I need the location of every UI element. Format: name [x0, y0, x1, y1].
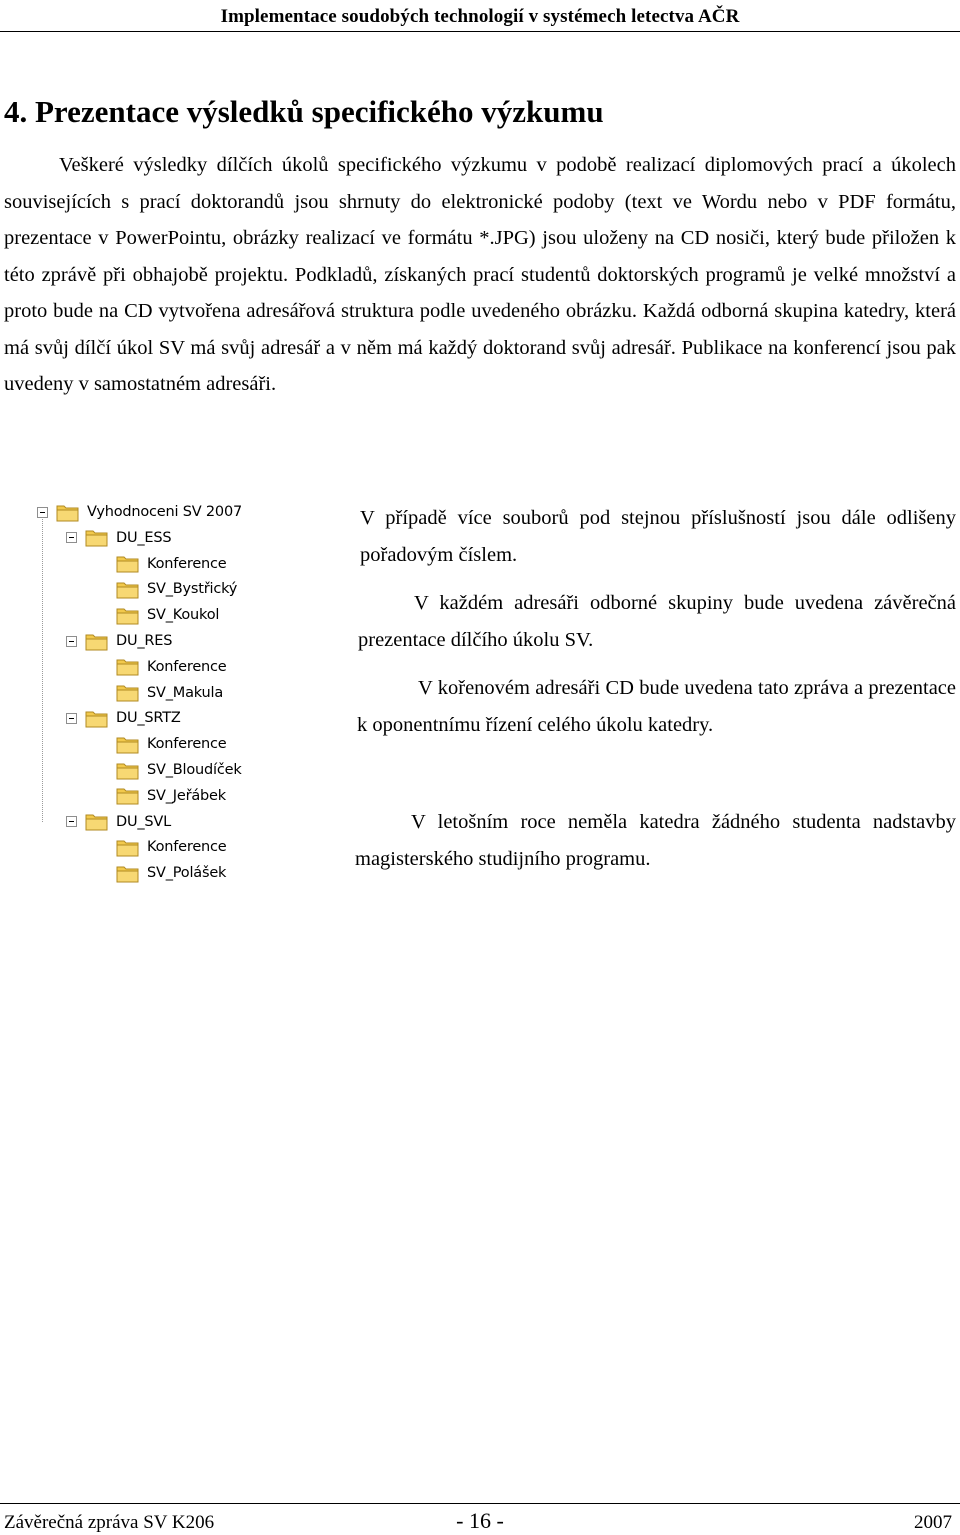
- tree-guide-line: [42, 519, 43, 822]
- tree-item[interactable]: [37, 500, 242, 524]
- footer-rule: [0, 1503, 960, 1504]
- tree-item[interactable]: [116, 861, 226, 885]
- tree-item[interactable]: [116, 603, 219, 627]
- tree-item-label: DU_SVL: [116, 813, 172, 830]
- tree-item[interactable]: [116, 655, 227, 679]
- tree-item[interactable]: [116, 732, 227, 756]
- tree-item-label: Konference: [147, 658, 227, 675]
- folder-icon: [116, 761, 140, 780]
- tree-item-label: SV_Bloudíček: [147, 762, 242, 778]
- footer-report-name: Závěrečná zpráva SV K206: [4, 1512, 215, 1533]
- side-paragraph-4: V letošním roce neměla katedra žádného studenta nadstavby magisterského studijního programu.: [355, 811, 956, 870]
- folder-icon: [116, 838, 140, 857]
- folder-tree: [34, 500, 270, 892]
- folder-icon: [116, 864, 140, 883]
- tree-item[interactable]: [116, 784, 226, 808]
- folder-icon: [85, 709, 109, 728]
- tree-item[interactable]: [116, 681, 223, 705]
- folder-icon: [116, 554, 140, 573]
- collapse-toggle-icon[interactable]: [66, 636, 77, 647]
- folder-icon: [85, 528, 109, 547]
- tree-item-label: Konference: [147, 839, 227, 856]
- folder-icon: [116, 606, 140, 625]
- collapse-toggle-icon[interactable]: [66, 713, 77, 724]
- tree-item[interactable]: [116, 577, 237, 601]
- folder-icon: [116, 683, 140, 702]
- collapse-toggle-icon[interactable]: [66, 816, 77, 827]
- tree-item[interactable]: [116, 552, 227, 576]
- tree-item-label: Vyhodnoceni SV 2007: [87, 504, 242, 520]
- folder-icon: [116, 657, 140, 676]
- tree-item-label: SV_Jeřábek: [147, 787, 226, 804]
- collapse-toggle-icon[interactable]: [66, 532, 77, 543]
- footer-year: 2007: [914, 1512, 952, 1533]
- page-header: [0, 0, 960, 32]
- tree-item-label: Konference: [147, 736, 227, 753]
- tree-item-label: DU_RES: [116, 633, 173, 649]
- side-paragraph-1: V případě více souborů pod stejnou příslušností jsou dále odlišeny pořadovým číslem.: [360, 507, 956, 566]
- header-title: Implementace soudobých technologií v systémech letectva AČR: [220, 6, 740, 27]
- tree-item[interactable]: [66, 706, 181, 730]
- side-paragraph-3: V kořenovém adresáři CD bude uvedena tato zpráva a prezentace k oponentnímu řízení celého úkolu katedry.: [357, 677, 956, 736]
- tree-item[interactable]: [66, 810, 171, 834]
- tree-item-label: SV_Bystřický: [147, 581, 238, 598]
- tree-item-label: SV_Polášek: [147, 865, 227, 882]
- tree-item-label: DU_ESS: [116, 529, 172, 546]
- tree-item-label: Konference: [147, 555, 227, 572]
- tree-item-label: SV_Koukol: [147, 607, 220, 624]
- folder-icon: [56, 503, 80, 522]
- folder-icon: [116, 580, 140, 599]
- folder-icon: [116, 786, 140, 805]
- tree-item[interactable]: [116, 758, 242, 782]
- header-rule: [0, 31, 960, 32]
- footer-page-number: - 16 -: [456, 1508, 504, 1533]
- tree-item[interactable]: [66, 629, 172, 653]
- section-title: 4. Prezentace výsledků specifického výzkumu: [4, 94, 604, 129]
- body-paragraph: Veškeré výsledky dílčích úkolů specifického výzkumu v podobě realizací diplomových prací a úkolech souvisejících s prací doktorandů jsou shrnuty do elektronické podoby (text ve Wordu nebo v PDF formátu, prezentace v PowerPointu, obrázky realizací ve formátu *.JPG) jsou uloženy na CD nosiči, který bude přiložen k této zprávě při obhajobě projektu. Podkladů, získaných prací studentů doktorských programů je velké množství a proto bude na CD vytvořena adresářová struktura podle uvedeného obrázku. Každá odborná skupina katedry, která má svůj dílčí úkol SV má svůj adresář a v něm má každý doktorand svůj adresář. Publikace na konferencí jsou pak uvedeny v samostatném adresáři.: [4, 154, 956, 395]
- collapse-toggle-icon[interactable]: [37, 507, 48, 518]
- side-paragraph-2: V každém adresáři odborné skupiny bude uvedena závěrečná prezentace dílčího úkolu SV.: [358, 592, 956, 651]
- tree-item[interactable]: [116, 835, 227, 859]
- tree-item[interactable]: [66, 526, 171, 550]
- tree-item-label: SV_Makula: [147, 684, 224, 701]
- folder-icon: [85, 632, 109, 651]
- folder-icon: [116, 735, 140, 754]
- folder-icon: [85, 812, 109, 831]
- tree-item-label: DU_SRTZ: [116, 710, 181, 727]
